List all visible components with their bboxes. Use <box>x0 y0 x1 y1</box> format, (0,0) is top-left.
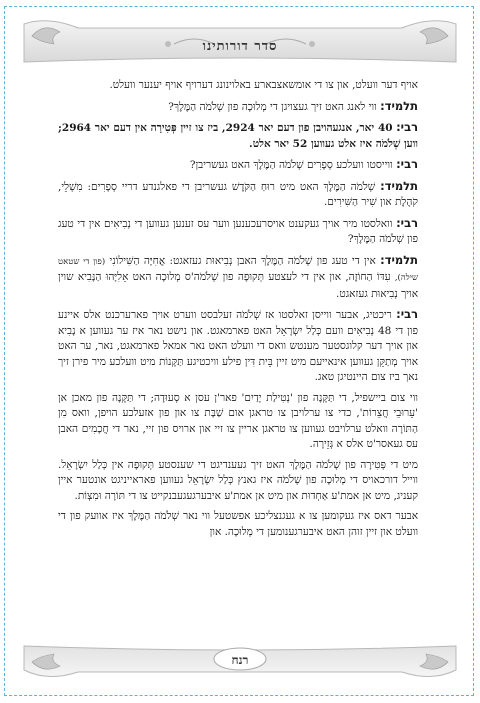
speaker-label: תלמיד: <box>380 252 418 267</box>
paragraph <box>58 307 418 386</box>
speaker-label: רבי: <box>396 307 418 321</box>
paragraph <box>58 509 418 540</box>
speaker-label: רבי: <box>396 215 418 230</box>
paragraph-text: וואלסטו מיר אויך געקענט אויסרעכענען ווער עס זענען געווען די נְבִיאִים אין די טעג פון שְׁלֹמֹה הַמֶּלֶךְ? <box>58 217 418 245</box>
page-header-title: סדר דורותינו <box>202 39 278 54</box>
paragraph-text: 40 יאר, אנגעהויבן פון דעם יאר 2924, ביז צו זיין פְּטִירָה אין דעם יאר 2964; ווען שְׁלֹמֹה איז אלט געווען 52 יאר אלט. <box>58 122 418 150</box>
paragraph <box>58 179 418 211</box>
paragraph <box>58 120 418 152</box>
paragraph-text: אבער דאס איז געקומען צו א געגנצליכע אפשטעל ווי נאר שְׁלֹמֹה הַמֶּלֶךְ איז אוועק פון די וועלט און זיין זוהן האט איבערגענומען די מְלוּכָה. און <box>58 510 418 538</box>
paragraph <box>58 216 418 248</box>
paragraph-text: ווי צום ביישפיל, די תַּקָּנָה פון 'נְטִילַת יָדַיִם' פאר'ן עסן א סְעוּדָה; די תַּקָּנָה פון מאכן אן 'עֵרוּבֵי חֲצֵרוֹת', כדי צו ערלויבן צו טראגן אום שַׁבָּת צו און פון אזעלכע הויפן, וואס מִן הַתּוֹרָה וואלט ערלויבט געווען צו טראגן אריין צו זיי און ארויס פון זיי, נאר די חֲכָמִים האבן עס געאסר'ט אלס א גְּזֵירָה. <box>58 391 418 450</box>
page-body <box>58 78 418 638</box>
speaker-label: תלמיד: <box>380 98 418 113</box>
paragraph-text: ווי לאנג האט זיך געצויגן די מְלוּכָה פון שְׁלֹמֹה הַמֶּלֶךְ? <box>168 100 377 113</box>
paragraph-text: ריכטיג, אבער ווייסן זאלסטו אז שְׁלֹמֹה זעלבסט ווערט אויך פארערכנט אלס איינע פון די 48 נְבִיאִים וועם כְּלַל יִשְׂרָאֵל האט פארמאגט. און נישט נאר איז ער געווען א נָבִיא און אויך דער קלוגסטער מענטש וואס די וועלט האט נאר אמאל פארמאגט, נאר, ער האט אויך מְתַקֵּן געווען אינאייעם מיט זיין בֵּית דִּין פילע וויכטיגע תַּקָּנוֹת מיט וועלכע מיר פירן זיך נאך ביז צום היינטיגן טאג. <box>58 309 418 383</box>
speaker-label: תלמיד: <box>380 178 418 193</box>
paragraph-note: (פון די שטאט שילה), <box>58 256 418 283</box>
paragraph <box>58 99 418 116</box>
paragraph <box>58 253 418 303</box>
paragraph <box>58 391 418 453</box>
paragraph-text-continued: עִדּוֹ הַחוֹזֶה, און אין די לעצטע תְּקוּפָה פון שְׁלֹמֹה'ס מְלוּכָה האט אֵלִיָּהוּ הַנָּבִיא שוין אויך נְבִיאוּת געזאגט. <box>58 271 418 300</box>
speaker-label: רבי: <box>396 157 418 171</box>
page-footer <box>18 640 462 684</box>
paragraph-text: אויף דער וועלט, און צו די אומשאצבארע באלוינונג דערויף אויף יענער וועלט. <box>109 79 418 91</box>
paragraph-text: מיט די פְּטִירָה פון שְׁלֹמֹה הַמֶּלֶךְ האט זיך געענדיגט די שענסטע תְּקוּפָה אין כְּלַל יִשְׂרָאֵל. ווייל דורכאויס די מְלוּכָה פון שְׁלֹמֹה איז גאנץ כְּלַל יִשְׂרָאֵל געווען פאראייניגט אונטער איין קעניג, מיט אן אמת'ע אַחְדוּת און מיט אן אמת'ע איבערגעגעבנקייט צו די תּוֹרָה וּמִצְוֹת. <box>58 458 418 502</box>
paragraph <box>58 458 418 505</box>
page-number: רנח <box>231 653 249 667</box>
paragraph <box>58 78 418 94</box>
paragraph-text: ווייסטו וועלכע סְפָרִים שְׁלֹמֹה הַמֶּלֶךְ האט געשריבן? <box>189 159 393 171</box>
paragraph <box>58 157 418 174</box>
speaker-label: רבי: <box>396 120 418 134</box>
paragraph-text: אין די טעג פון שְׁלֹמֹה הַמֶּלֶךְ האבן נְבִיאוּת געזאגט: אֲחִיָּה הַשִּׁילוֹנִי <box>109 254 376 267</box>
paragraph-text: שְׁלֹמֹה הַמֶּלֶךְ האט מיט רוּחַ הַקֹּדֶשׁ געשריבן די פאלגנדע דריי סְפָרִים: מִשְׁלֵי, קֹהֶלֶת און שִׁיר הַשִּׁירִים. <box>58 180 418 208</box>
page-header <box>18 14 462 66</box>
